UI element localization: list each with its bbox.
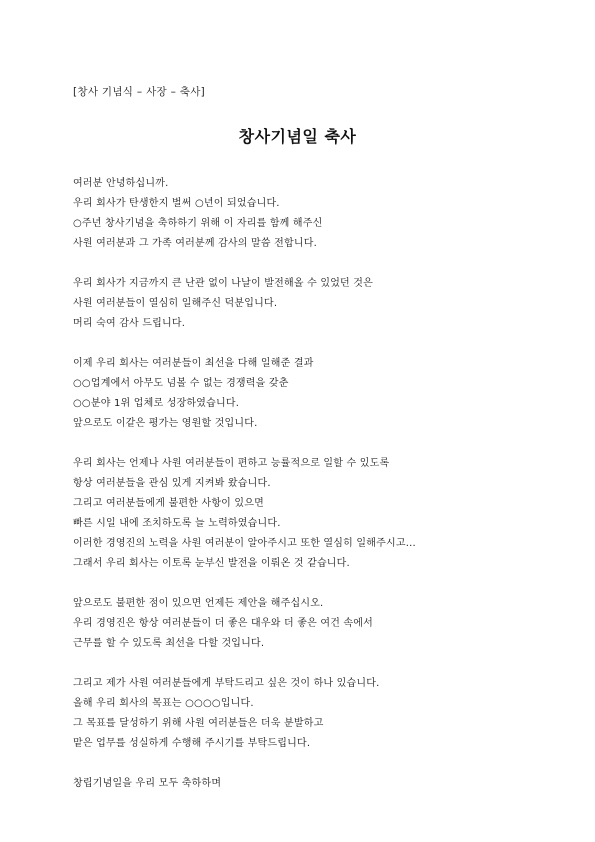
text-line: 사원 여러분과 그 가족 여러분께 감사의 말씀 전합니다.	[73, 238, 317, 249]
text-line: 우리 회사는 언제나 사원 여러분들이 편하고 능률적으로 일할 수 있도록	[73, 458, 390, 469]
text-line: 이제 우리 회사는 여러분들이 최선을 다해 일해준 결과	[73, 358, 314, 369]
paragraph	[73, 774, 573, 794]
text-line: 빠른 시일 내에 조치하도록 늘 노력하였습니다.	[73, 518, 281, 529]
text-line: 창립기념일을 우리 모두 축하하며	[73, 778, 222, 789]
text-line: 그리고 제가 사원 여러분들에게 부탁드리고 싶은 것이 하나 있습니다.	[73, 678, 380, 689]
text-line: 우리 회사가 지금까지 큰 난관 없이 나날이 발전해올 수 있었던 것은	[73, 278, 374, 289]
text-line: 우리 회사가 탄생한지 벌써 ○년이 되었습니다.	[73, 198, 280, 209]
paragraph	[73, 274, 573, 334]
text-line: 그 목표를 달성하기 위해 사원 여러분들은 더욱 분발하고	[73, 718, 324, 729]
text-line: 우리 경영진은 항상 여러분들이 더 좋은 대우와 더 좋은 여건 속에서	[73, 618, 374, 629]
document-body	[73, 174, 573, 814]
text-line: 그리고 여러분들에게 불편한 사항이 있으면	[73, 498, 264, 509]
text-line: 앞으로도 불편한 점이 있으면 언제든 제안을 해주십시오.	[73, 598, 324, 609]
paragraph	[73, 594, 573, 654]
document-category-label: [창사 기념식 – 사장 – 축사]	[73, 86, 206, 98]
text-line: ○주년 창사기념을 축하하기 위해 이 자리를 함께 해주신	[73, 218, 323, 229]
document-title: 창사기념일 축사	[238, 127, 357, 146]
text-line: 앞으로도 이같은 평가는 영원할 것입니다.	[73, 418, 258, 429]
paragraph	[73, 674, 573, 754]
text-line: 항상 여러분들을 관심 있게 지켜봐 왔습니다.	[73, 478, 271, 489]
text-line: ○○업계에서 아무도 넘볼 수 없는 경쟁력을 갖춘	[73, 378, 289, 389]
text-line: 이러한 경영진의 노력을 사원 여러분이 알아주시고 또한 열심히 일해주시고...	[73, 538, 416, 549]
paragraph	[73, 454, 573, 574]
text-line: ○○분야 1위 업체로 성장하였습니다.	[73, 398, 240, 409]
text-line: 여러분 안녕하십니까.	[73, 178, 169, 189]
text-line: 근무를 할 수 있도록 최선을 다할 것입니다.	[73, 638, 265, 649]
text-line: 올해 우리 회사의 목표는 ○○○○입니다.	[73, 698, 254, 709]
text-line: 머리 숙여 감사 드립니다.	[73, 318, 186, 329]
text-line: 맡은 업무를 성실하게 수행해 주시기를 부탁드립니다.	[73, 738, 311, 749]
text-line: 그래서 우리 회사는 이토록 눈부신 발전을 이뤄온 것 같습니다.	[73, 558, 350, 569]
text-line: 사원 여러분들이 열심히 일해주신 덕분입니다.	[73, 298, 278, 309]
paragraph	[73, 354, 573, 434]
paragraph	[73, 174, 573, 254]
